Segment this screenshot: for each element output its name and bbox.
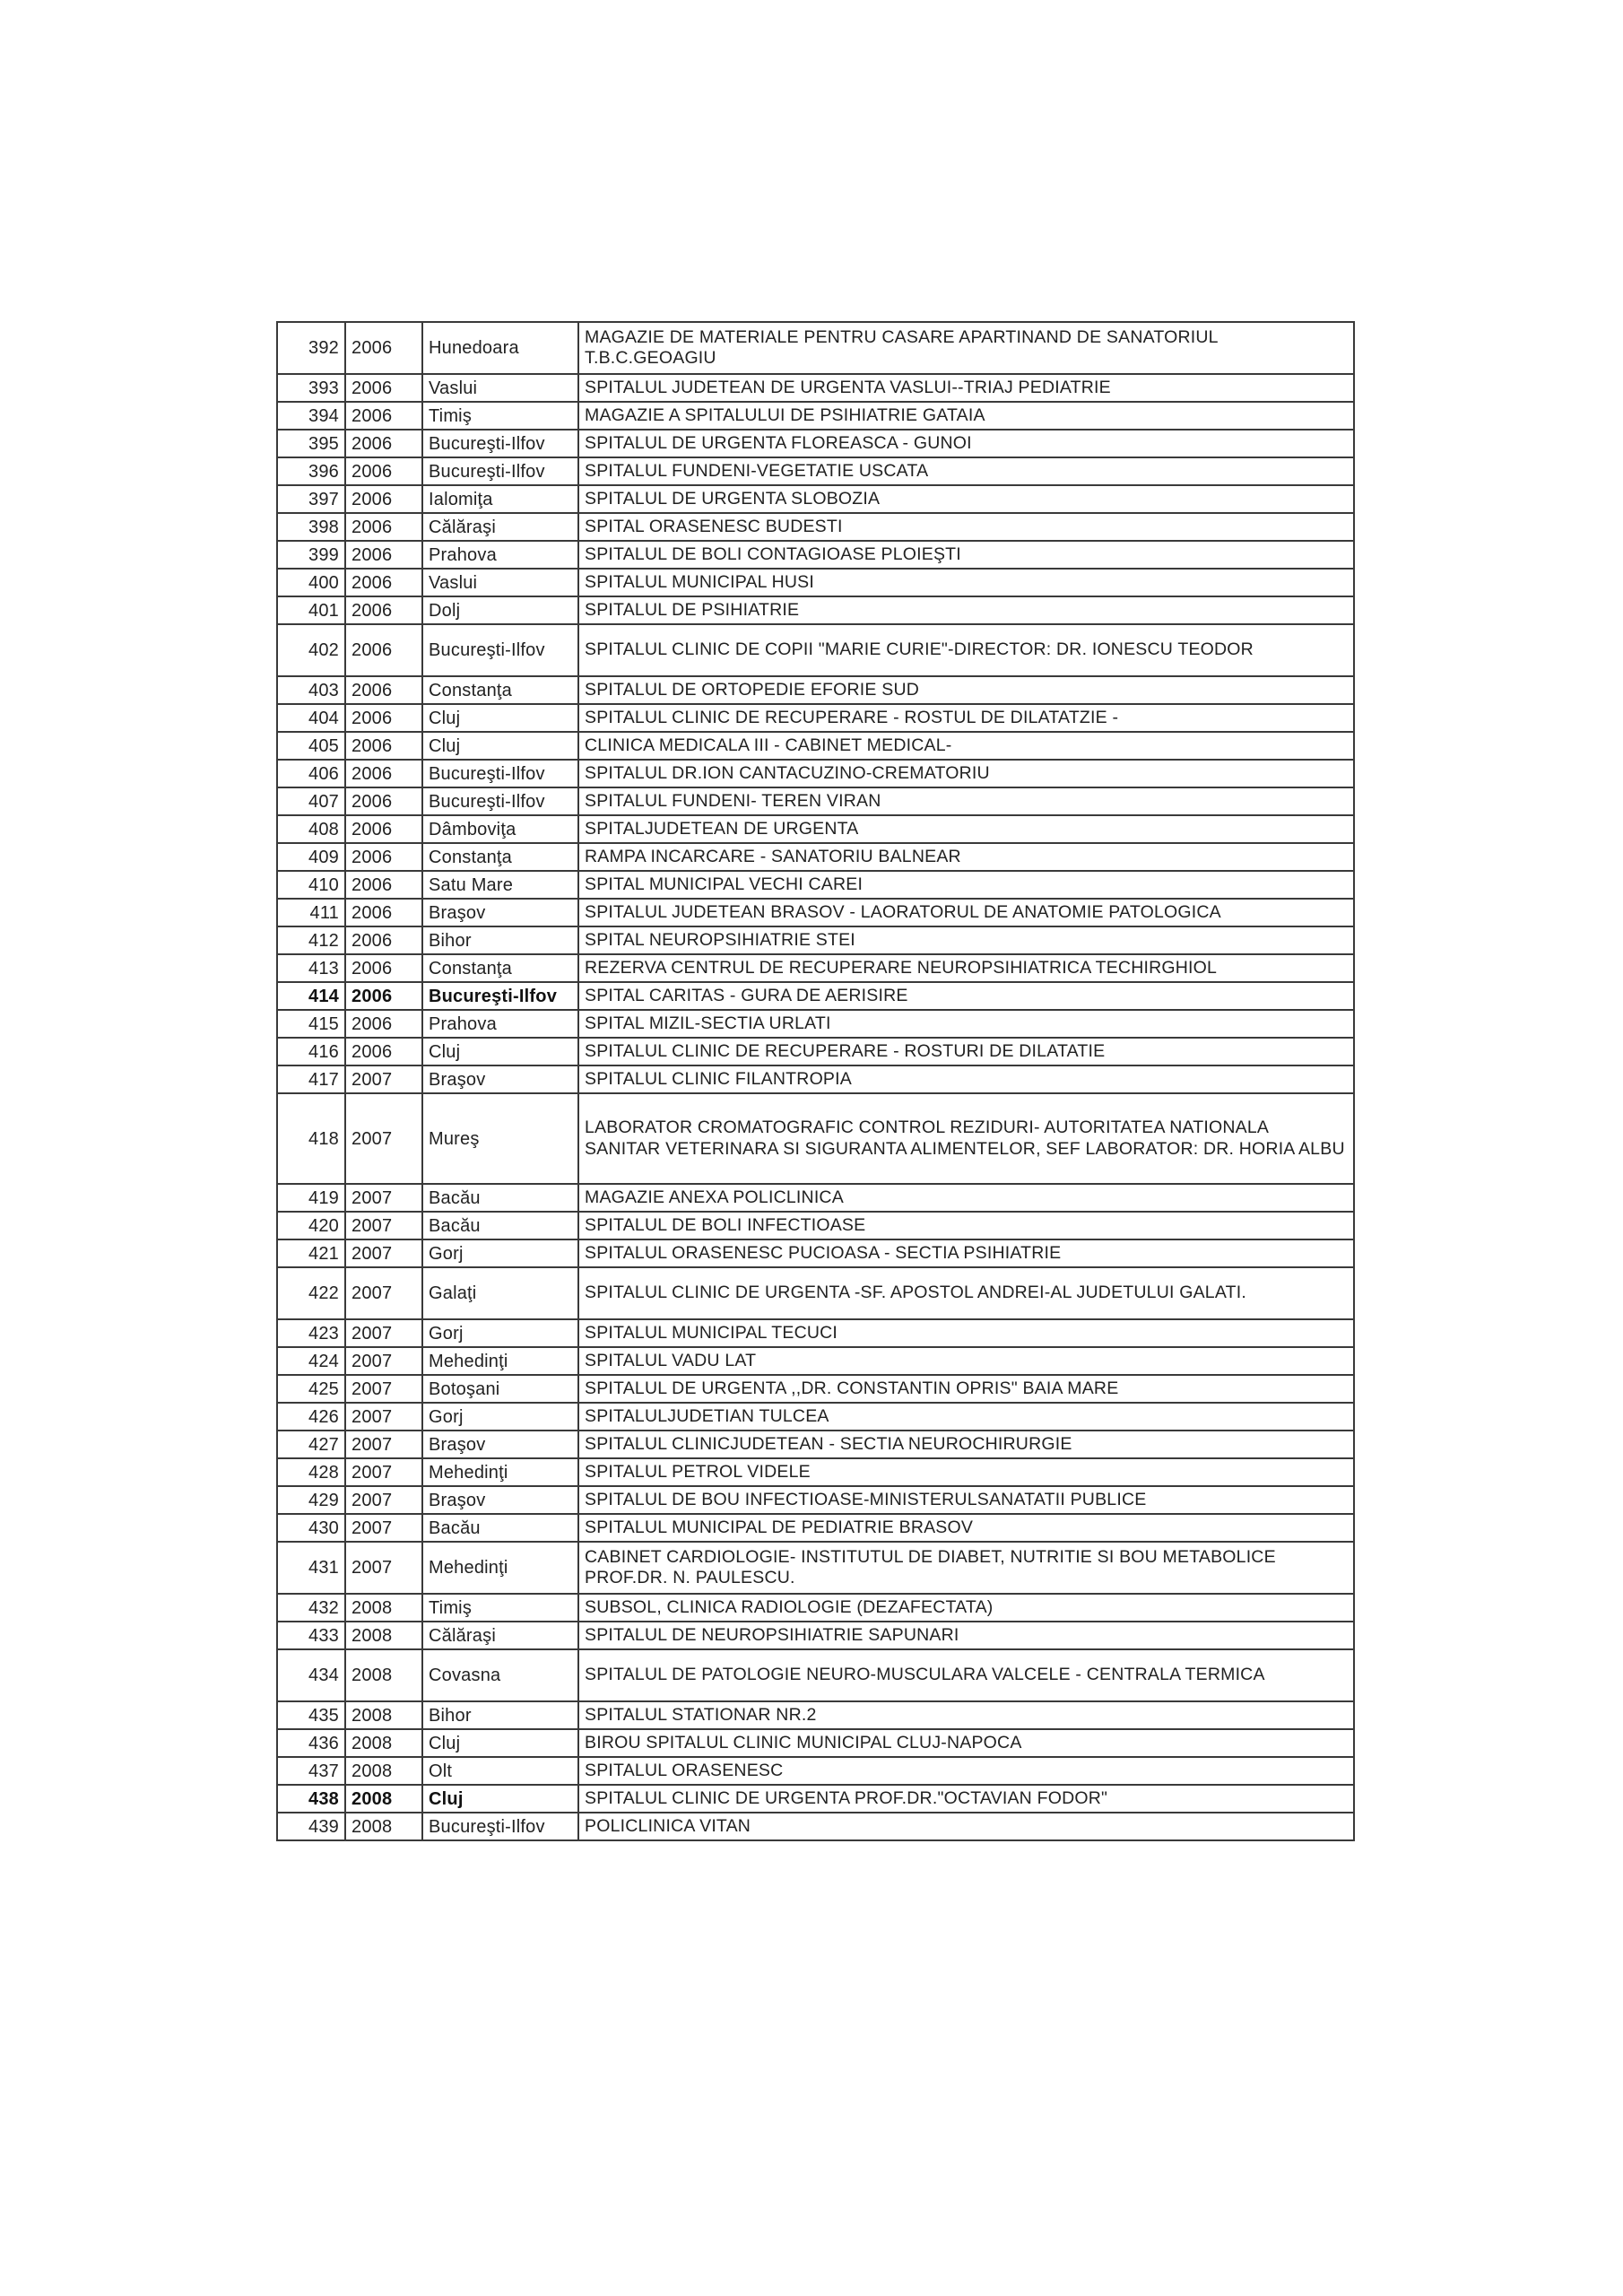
location-cell: SPITALUL CLINIC DE COPII "MARIE CURIE"-DIRECTOR: DR. IONESCU TEODOR [578, 624, 1354, 676]
county-cell: Dâmboviţa [422, 815, 578, 843]
location-cell: SPITALULJUDETIAN TULCEA [578, 1403, 1354, 1431]
location-cell: SPITALUL FUNDENI-VEGETATIE USCATA [578, 457, 1354, 485]
year-cell: 2006 [345, 1010, 422, 1038]
table-row [277, 485, 1354, 513]
county-cell: Braşov [422, 1486, 578, 1514]
year-cell: 2006 [345, 541, 422, 569]
row-number-cell: 392 [277, 322, 345, 374]
table-row [277, 899, 1354, 926]
row-number-cell: 439 [277, 1813, 345, 1840]
county-cell: Mehedinţi [422, 1542, 578, 1594]
year-cell: 2007 [345, 1486, 422, 1514]
table-row [277, 1093, 1354, 1184]
year-cell: 2008 [345, 1813, 422, 1840]
year-cell: 2006 [345, 899, 422, 926]
location-cell: SPITALUL PETROL VIDELE [578, 1458, 1354, 1486]
location-cell: SPITALUL DE BOLI CONTAGIOASE PLOIEŞTI [578, 541, 1354, 569]
year-cell: 2008 [345, 1757, 422, 1785]
county-cell: Constanţa [422, 676, 578, 704]
location-cell: SPITALUL DE PSIHIATRIE [578, 596, 1354, 624]
table-row [277, 1184, 1354, 1212]
year-cell: 2008 [345, 1594, 422, 1622]
year-cell: 2007 [345, 1212, 422, 1239]
row-number-cell: 414 [277, 982, 345, 1010]
row-number-cell: 404 [277, 704, 345, 732]
row-number-cell: 410 [277, 871, 345, 899]
county-cell: Prahova [422, 541, 578, 569]
county-cell: Ialomiţa [422, 485, 578, 513]
row-number-cell: 395 [277, 430, 345, 457]
year-cell: 2006 [345, 513, 422, 541]
table-row [277, 704, 1354, 732]
row-number-cell: 412 [277, 926, 345, 954]
year-cell: 2007 [345, 1347, 422, 1375]
table-row [277, 732, 1354, 760]
year-cell: 2008 [345, 1701, 422, 1729]
location-cell: SPITALUL DR.ION CANTACUZINO-CREMATORIU [578, 760, 1354, 787]
location-cell: SPITALUL CLINIC DE URGENTA PROF.DR."OCTAVIAN FODOR" [578, 1785, 1354, 1813]
table-row [277, 787, 1354, 815]
table-row [277, 1458, 1354, 1486]
location-cell: SPITALUL DE NEUROPSIHIATRIE SAPUNARI [578, 1622, 1354, 1649]
year-cell: 2006 [345, 624, 422, 676]
row-number-cell: 429 [277, 1486, 345, 1514]
county-cell: Prahova [422, 1010, 578, 1038]
location-cell: SPITALUL VADU LAT [578, 1347, 1354, 1375]
location-cell: SPITALUL DE BOU INFECTIOASE-MINISTERULSANATATII PUBLICE [578, 1486, 1354, 1514]
table-row [277, 843, 1354, 871]
year-cell: 2006 [345, 596, 422, 624]
county-cell: Mureş [422, 1093, 578, 1184]
county-cell: Bihor [422, 1701, 578, 1729]
county-cell: Galaţi [422, 1267, 578, 1319]
table-row [277, 624, 1354, 676]
location-cell: RAMPA INCARCARE - SANATORIU BALNEAR [578, 843, 1354, 871]
table-row [277, 1701, 1354, 1729]
table-row [277, 1239, 1354, 1267]
table-row [277, 596, 1354, 624]
location-cell: SPITALUL DE BOLI INFECTIOASE [578, 1212, 1354, 1239]
year-cell: 2007 [345, 1375, 422, 1403]
location-cell: SPITAL MUNICIPAL VECHI CAREI [578, 871, 1354, 899]
county-cell: Gorj [422, 1403, 578, 1431]
row-number-cell: 422 [277, 1267, 345, 1319]
row-number-cell: 398 [277, 513, 345, 541]
county-cell: Hunedoara [422, 322, 578, 374]
year-cell: 2007 [345, 1065, 422, 1093]
county-cell: Călăraşi [422, 513, 578, 541]
year-cell: 2006 [345, 374, 422, 402]
year-cell: 2006 [345, 871, 422, 899]
location-cell: SPITALUL CLINIC FILANTROPIA [578, 1065, 1354, 1093]
table-row [277, 322, 1354, 374]
county-cell: Mehedinţi [422, 1458, 578, 1486]
table-row [277, 1594, 1354, 1622]
location-cell: CLINICA MEDICALA III - CABINET MEDICAL- [578, 732, 1354, 760]
county-cell: Constanţa [422, 954, 578, 982]
row-number-cell: 425 [277, 1375, 345, 1403]
location-cell: SPITALUL CLINIC DE URGENTA -SF. APOSTOL ANDREI-AL JUDETULUI GALATI. [578, 1267, 1354, 1319]
county-cell: Bucureşti-Ilfov [422, 982, 578, 1010]
table-row [277, 1212, 1354, 1239]
location-cell: LABORATOR CROMATOGRAFIC CONTROL REZIDURI- AUTORITATEA NATIONALA SANITAR VETERINARA SI SIGURANTA ALIMENTELOR, SEF LABORATOR: DR. HORIA ALBU [578, 1093, 1354, 1184]
row-number-cell: 434 [277, 1649, 345, 1701]
county-cell: Botoşani [422, 1375, 578, 1403]
table-row [277, 1267, 1354, 1319]
table-row [277, 374, 1354, 402]
table-row [277, 1010, 1354, 1038]
county-cell: Gorj [422, 1319, 578, 1347]
location-cell: SPITALUL CLINIC DE RECUPERARE - ROSTURI DE DILATATIE [578, 1038, 1354, 1065]
year-cell: 2006 [345, 457, 422, 485]
location-cell: SPITALUL DE PATOLOGIE NEURO-MUSCULARA VALCELE - CENTRALA TERMICA [578, 1649, 1354, 1701]
year-cell: 2006 [345, 485, 422, 513]
location-cell: SPITALUL MUNICIPAL TECUCI [578, 1319, 1354, 1347]
table-row [277, 1038, 1354, 1065]
row-number-cell: 399 [277, 541, 345, 569]
county-cell: Cluj [422, 1785, 578, 1813]
location-cell: SPITALUL MUNICIPAL DE PEDIATRIE BRASOV [578, 1514, 1354, 1542]
year-cell: 2006 [345, 430, 422, 457]
location-cell: SPITALUL ORASENESC PUCIOASA - SECTIA PSIHIATRIE [578, 1239, 1354, 1267]
table-row [277, 1757, 1354, 1785]
table-row [277, 954, 1354, 982]
row-number-cell: 427 [277, 1431, 345, 1458]
row-number-cell: 396 [277, 457, 345, 485]
table-row [277, 1347, 1354, 1375]
row-number-cell: 417 [277, 1065, 345, 1093]
year-cell: 2007 [345, 1403, 422, 1431]
county-cell: Satu Mare [422, 871, 578, 899]
county-cell: Gorj [422, 1239, 578, 1267]
row-number-cell: 428 [277, 1458, 345, 1486]
county-cell: Bacău [422, 1184, 578, 1212]
county-cell: Vaslui [422, 374, 578, 402]
table-row [277, 1403, 1354, 1431]
row-number-cell: 438 [277, 1785, 345, 1813]
row-number-cell: 423 [277, 1319, 345, 1347]
year-cell: 2006 [345, 322, 422, 374]
table-row [277, 1319, 1354, 1347]
row-number-cell: 419 [277, 1184, 345, 1212]
row-number-cell: 424 [277, 1347, 345, 1375]
table-row [277, 926, 1354, 954]
year-cell: 2007 [345, 1542, 422, 1594]
row-number-cell: 416 [277, 1038, 345, 1065]
year-cell: 2006 [345, 760, 422, 787]
year-cell: 2006 [345, 1038, 422, 1065]
county-cell: Bucureşti-Ilfov [422, 787, 578, 815]
table-body [277, 322, 1354, 1840]
year-cell: 2006 [345, 843, 422, 871]
year-cell: 2007 [345, 1514, 422, 1542]
county-cell: Cluj [422, 1729, 578, 1757]
table-row [277, 1785, 1354, 1813]
row-number-cell: 405 [277, 732, 345, 760]
county-cell: Vaslui [422, 569, 578, 596]
row-number-cell: 403 [277, 676, 345, 704]
table-row [277, 982, 1354, 1010]
year-cell: 2007 [345, 1267, 422, 1319]
year-cell: 2006 [345, 982, 422, 1010]
year-cell: 2006 [345, 402, 422, 430]
table-row [277, 1431, 1354, 1458]
location-cell: SPITALUL JUDETEAN DE URGENTA VASLUI--TRIAJ PEDIATRIE [578, 374, 1354, 402]
location-cell: SPITALJUDETEAN DE URGENTA [578, 815, 1354, 843]
county-cell: Cluj [422, 704, 578, 732]
table-row [277, 1065, 1354, 1093]
table-row [277, 676, 1354, 704]
row-number-cell: 406 [277, 760, 345, 787]
location-cell: SPITALUL DE URGENTA FLOREASCA - GUNOI [578, 430, 1354, 457]
row-number-cell: 418 [277, 1093, 345, 1184]
county-cell: Dolj [422, 596, 578, 624]
row-number-cell: 430 [277, 1514, 345, 1542]
year-cell: 2006 [345, 704, 422, 732]
year-cell: 2008 [345, 1729, 422, 1757]
county-cell: Mehedinţi [422, 1347, 578, 1375]
location-cell: SPITAL CARITAS - GURA DE AERISIRE [578, 982, 1354, 1010]
row-number-cell: 394 [277, 402, 345, 430]
row-number-cell: 409 [277, 843, 345, 871]
county-cell: Călăraşi [422, 1622, 578, 1649]
county-cell: Covasna [422, 1649, 578, 1701]
county-cell: Bucureşti-Ilfov [422, 624, 578, 676]
location-cell: SPITALUL CLINICJUDETEAN - SECTIA NEUROCHIRURGIE [578, 1431, 1354, 1458]
row-number-cell: 420 [277, 1212, 345, 1239]
county-cell: Bucureşti-Ilfov [422, 760, 578, 787]
county-cell: Bucureşti-Ilfov [422, 430, 578, 457]
location-cell: MAGAZIE ANEXA POLICLINICA [578, 1184, 1354, 1212]
county-cell: Cluj [422, 1038, 578, 1065]
row-number-cell: 436 [277, 1729, 345, 1757]
location-cell: CABINET CARDIOLOGIE- INSTITUTUL DE DIABET, NUTRITIE SI BOU METABOLICE PROF.DR. N. PAULESCU. [578, 1542, 1354, 1594]
table-row [277, 402, 1354, 430]
county-cell: Braşov [422, 1431, 578, 1458]
table-row [277, 430, 1354, 457]
table-row [277, 1813, 1354, 1840]
county-cell: Braşov [422, 899, 578, 926]
year-cell: 2007 [345, 1431, 422, 1458]
year-cell: 2008 [345, 1785, 422, 1813]
county-cell: Timiş [422, 1594, 578, 1622]
county-cell: Bucureşti-Ilfov [422, 1813, 578, 1840]
location-cell: SPITALUL ORASENESC [578, 1757, 1354, 1785]
row-number-cell: 426 [277, 1403, 345, 1431]
incident-registry-table [276, 321, 1355, 1841]
year-cell: 2007 [345, 1319, 422, 1347]
row-number-cell: 415 [277, 1010, 345, 1038]
row-number-cell: 397 [277, 485, 345, 513]
year-cell: 2007 [345, 1239, 422, 1267]
year-cell: 2006 [345, 815, 422, 843]
year-cell: 2007 [345, 1093, 422, 1184]
row-number-cell: 408 [277, 815, 345, 843]
county-cell: Bacău [422, 1514, 578, 1542]
location-cell: SPITALUL JUDETEAN BRASOV - LAORATORUL DE ANATOMIE PATOLOGICA [578, 899, 1354, 926]
table-row [277, 760, 1354, 787]
year-cell: 2008 [345, 1622, 422, 1649]
row-number-cell: 407 [277, 787, 345, 815]
location-cell: SPITALUL DE URGENTA SLOBOZIA [578, 485, 1354, 513]
row-number-cell: 437 [277, 1757, 345, 1785]
location-cell: SPITALUL CLINIC DE RECUPERARE - ROSTUL DE DILATATZIE - [578, 704, 1354, 732]
location-cell: SPITALUL DE ORTOPEDIE EFORIE SUD [578, 676, 1354, 704]
table-row [277, 1542, 1354, 1594]
table-row [277, 569, 1354, 596]
county-cell: Braşov [422, 1065, 578, 1093]
row-number-cell: 435 [277, 1701, 345, 1729]
county-cell: Bacău [422, 1212, 578, 1239]
county-cell: Cluj [422, 732, 578, 760]
table-row [277, 513, 1354, 541]
location-cell: SUBSOL, CLINICA RADIOLOGIE (DEZAFECTATA) [578, 1594, 1354, 1622]
county-cell: Timiş [422, 402, 578, 430]
location-cell: MAGAZIE DE MATERIALE PENTRU CASARE APARTINAND DE SANATORIUL T.B.C.GEOAGIU [578, 322, 1354, 374]
location-cell: SPITAL MIZIL-SECTIA URLATI [578, 1010, 1354, 1038]
row-number-cell: 431 [277, 1542, 345, 1594]
row-number-cell: 393 [277, 374, 345, 402]
county-cell: Constanţa [422, 843, 578, 871]
location-cell: POLICLINICA VITAN [578, 1813, 1354, 1840]
year-cell: 2006 [345, 569, 422, 596]
location-cell: BIROU SPITALUL CLINIC MUNICIPAL CLUJ-NAPOCA [578, 1729, 1354, 1757]
location-cell: SPITAL ORASENESC BUDESTI [578, 513, 1354, 541]
location-cell: SPITALUL DE URGENTA ,,DR. CONSTANTIN OPRIS" BAIA MARE [578, 1375, 1354, 1403]
year-cell: 2008 [345, 1649, 422, 1701]
year-cell: 2007 [345, 1184, 422, 1212]
table-row [277, 1729, 1354, 1757]
table-row [277, 1622, 1354, 1649]
year-cell: 2006 [345, 732, 422, 760]
year-cell: 2006 [345, 954, 422, 982]
table-row [277, 1514, 1354, 1542]
table-row [277, 1486, 1354, 1514]
county-cell: Bihor [422, 926, 578, 954]
table-row [277, 871, 1354, 899]
year-cell: 2006 [345, 787, 422, 815]
row-number-cell: 411 [277, 899, 345, 926]
table-row [277, 1375, 1354, 1403]
location-cell: SPITALUL MUNICIPAL HUSI [578, 569, 1354, 596]
location-cell: SPITALUL STATIONAR NR.2 [578, 1701, 1354, 1729]
year-cell: 2006 [345, 676, 422, 704]
table-row [277, 1649, 1354, 1701]
table-row [277, 457, 1354, 485]
location-cell: REZERVA CENTRUL DE RECUPERARE NEUROPSIHIATRICA TECHIRGHIOL [578, 954, 1354, 982]
county-cell: Bucureşti-Ilfov [422, 457, 578, 485]
row-number-cell: 413 [277, 954, 345, 982]
location-cell: MAGAZIE A SPITALULUI DE PSIHIATRIE GATAIA [578, 402, 1354, 430]
table-row [277, 541, 1354, 569]
year-cell: 2007 [345, 1458, 422, 1486]
row-number-cell: 401 [277, 596, 345, 624]
row-number-cell: 421 [277, 1239, 345, 1267]
county-cell: Olt [422, 1757, 578, 1785]
table-row [277, 815, 1354, 843]
row-number-cell: 432 [277, 1594, 345, 1622]
row-number-cell: 433 [277, 1622, 345, 1649]
row-number-cell: 402 [277, 624, 345, 676]
location-cell: SPITAL NEUROPSIHIATRIE STEI [578, 926, 1354, 954]
year-cell: 2006 [345, 926, 422, 954]
row-number-cell: 400 [277, 569, 345, 596]
location-cell: SPITALUL FUNDENI- TEREN VIRAN [578, 787, 1354, 815]
